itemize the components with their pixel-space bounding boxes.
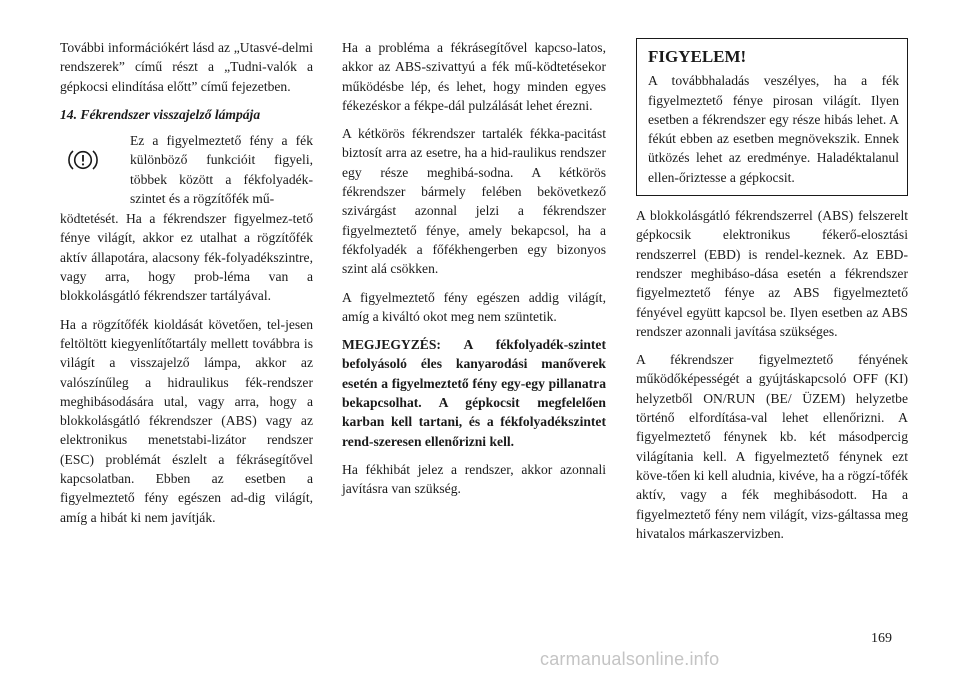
warning-title: FIGYELEM! [648, 47, 747, 66]
lamp-check-paragraph: A fékrendszer figyelmeztető fényének működőképességét a gyújtáskapcsoló OFF (KI) helyzetből ON/RUN (BE/ ÜZEM) helyzetbe történő elfordítása-val lehet ellenőrizni. A figyelmeztető fénynek kb. két másodpercig világítania kell. A figyelmeztető fénynek ezt köve-tően ki kell aludnia, kivéve, ha a rögzí-tőfék aktív, vagy a fék meghibásodott. Ha a figyelmeztető fény nem világít, vizs-gáltassa meg hivatalos márkaszervizben. [636, 352, 908, 541]
lamp-description: Ez a figyelmeztető fény a fék különböző funkcióit figyeli, többek között a fékfolyadék-szintet és a rögzítőfék mű- [130, 133, 313, 207]
column-middle [342, 38, 606, 508]
intro-paragraph: További információkért lásd az „Utasvé-delmi rendszerek” című részt a „Tudni-valók a gépkocsi elindítása előtt” című fejezetben. [60, 40, 313, 94]
lamp-description-continued: ködtetését. Ha a fékrendszer figyelmez-tető fénye világít, akkor ez utalhat a rögzítőfék aktív állapotára, alacsony fék-folyadékszintre, vagy arra, hogy prob-léma van a blokkolásgátló fékrendszer tartályával. [60, 211, 313, 304]
icon-paragraph-block [60, 131, 313, 209]
ebd-paragraph: A blokkolásgátló fékrendszerrel (ABS) felszerelt gépkocsik elektronikus fékerő-elosztási rendszerrel (EBD) is rendel-keznek. Az EBD-rendszer meghibáso-dása esetén a fékrendszer figyelmeztető fénye az ABS figyelmeztető fényével együtt kapcsol be. Ilyen esetben az ABS rendszer azonnali javítása szükséges. [636, 208, 908, 339]
repair-paragraph: Ha fékhibát jelez a rendszer, akkor azonnali javításra van szükség. [342, 461, 606, 497]
warning-box [636, 38, 908, 196]
parking-brake-paragraph: Ha a rögzítőfék kioldását követően, tel-jesen feltöltött kiegyenlítőtartály mellett továbbra is világít a visszajelző lámpa, akkor az valószínűleg a hidraulikus fék-rendszer meghibásodására utal, vagy arra, hogy a blokkolásgátló fékrendszer (ABS) vagy az elektronikus menetstabi-lizátor rendszer (ESC) problémát észlelt a fékrásegítővel kapcsolatban. Ebben az esetben a figyelmeztető fény egészen ad-dig világít, amíg a hibát ki nem javítják. [60, 316, 313, 525]
dual-circuit-paragraph: A kétkörös fékrendszer tartalék fékka-pacitást biztosít arra az esetre, ha a hid-raulikus rendszer egy része meghibá-sodna. A kétkörös fékrendszer bármely felében bekövetkező szivárgást azonnal jelzi a fékrendszer figyelmeztető fénye, amely bekapcsol, ha a fékfolyadék a főfékhengerben egy bizonyos szint alá csökken. [342, 126, 606, 277]
note-paragraph: MEGJEGYZÉS: A fékfolyadék-szintet befolyásoló éles kanyarodási manőverek esetén a figyelmeztető fény egy-egy pillanatra bekapcsolhat. A gépkocsit megfelelően karban kell tartani, és a fékfolyadékszintet rend-szeresen ellenőrizni kell. [342, 337, 606, 449]
page-number: 169 [871, 631, 892, 646]
lamp-stays-on-paragraph: A figyelmeztető fény egészen addig világít, amíg a kiváltó okot meg nem szüntetik. [342, 289, 606, 324]
section-heading: 14. Fékrendszer visszajelző lámpája [60, 106, 261, 122]
warning-text: A továbbhaladás veszélyes, ha a fék figyelmeztető fénye pirosan világít. Ilyen esetben a fékrendszer egy része hibás lehet. A fékút ebben az esetben megnövekszik. Ennek ütközés lehet az eredménye. Haladéktalanul ellen-őriztesse a gépkocsit. [648, 73, 899, 185]
abs-pump-paragraph: Ha a probléma a fékrásegítővel kapcso-latos, akkor az ABS-szivattyú a fék mű-ködtetésekor működésbe lép, és lehet, hogy minden egyes fékezéskor a fékpe-dál pulzálását lehet érezni. [342, 40, 606, 113]
watermark: carmanualsonline.info [540, 649, 720, 669]
brake-warning-lamp-icon [66, 147, 100, 173]
column-right [636, 38, 908, 552]
column-left [60, 38, 313, 536]
